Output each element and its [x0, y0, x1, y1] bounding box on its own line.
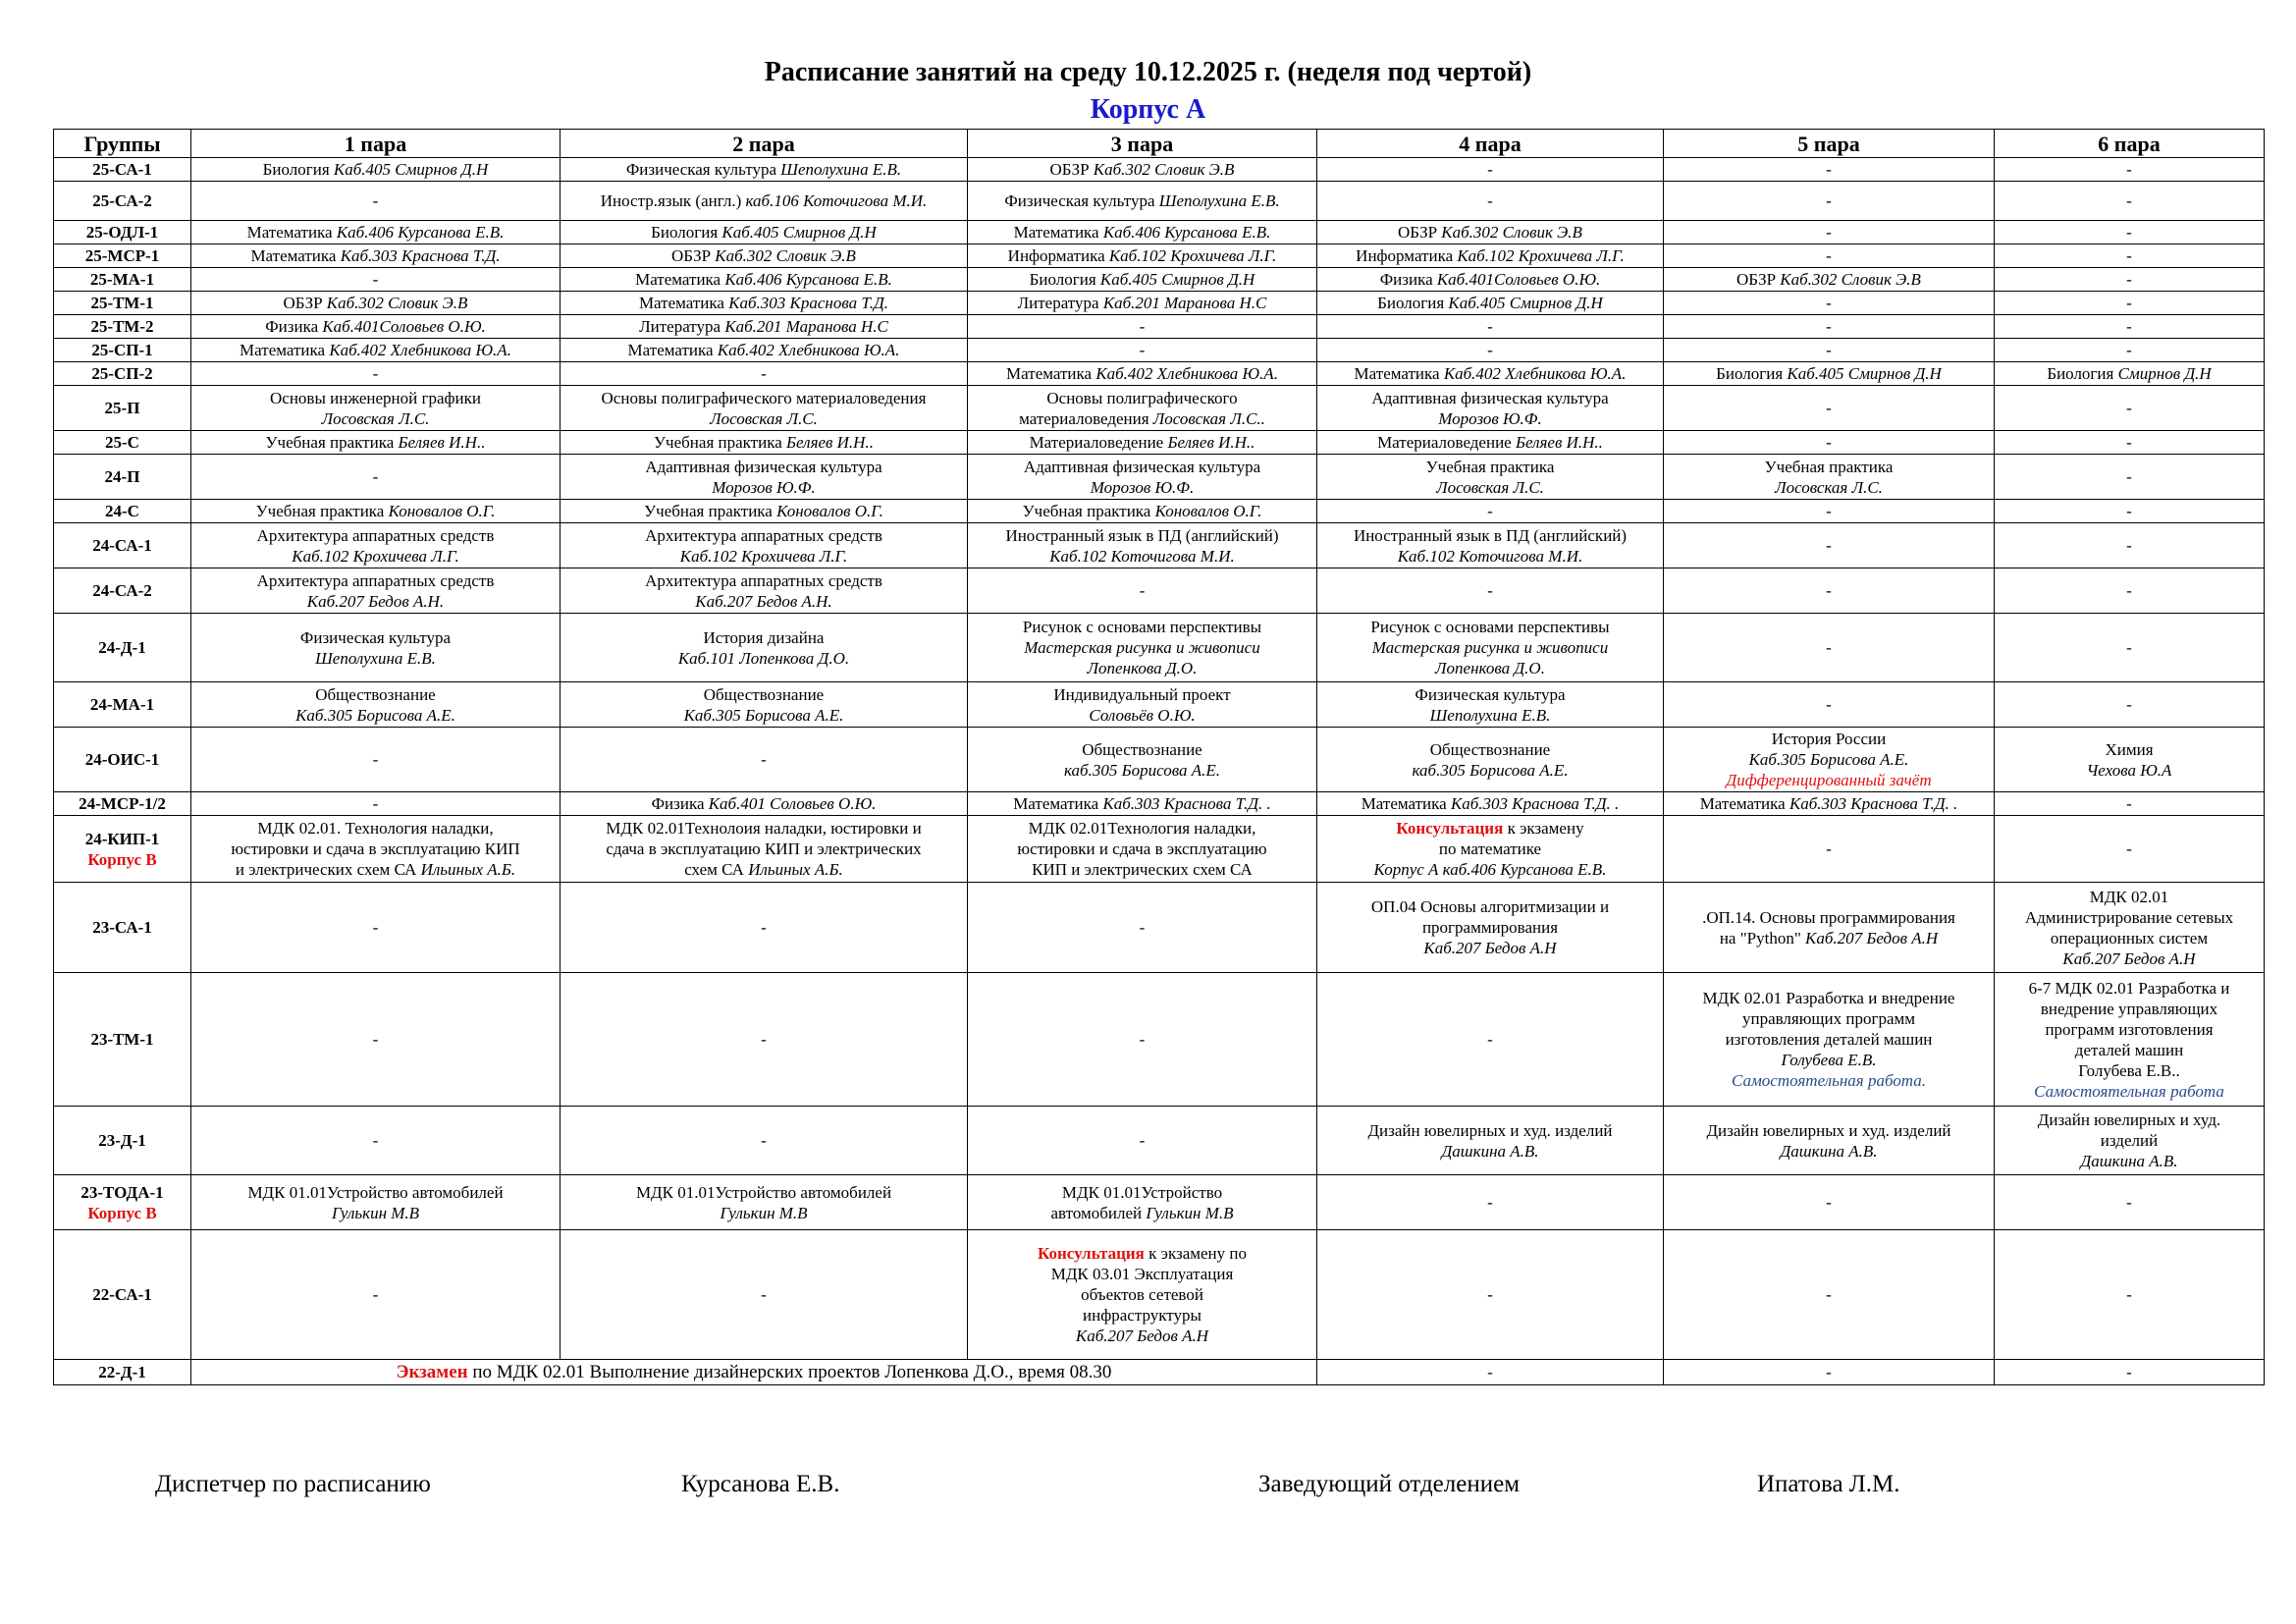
table-row	[54, 362, 2265, 386]
lesson-cell: МДК 01.01Устройство автомобилей Гулькин М.В	[191, 1175, 561, 1230]
empty-cell: -	[1664, 1360, 1995, 1385]
lesson-cell: Рисунок с основами перспективы Мастерская рисунка и живописи Лопенкова Д.О.	[1317, 614, 1664, 682]
page-title: Расписание занятий на среду 10.12.2025 г. (неделя под чертой)	[764, 57, 1532, 87]
group-cell: 25-ОДЛ-1	[54, 221, 191, 244]
empty-cell: -	[1664, 315, 1995, 339]
empty-cell: -	[1995, 315, 2265, 339]
group-cell: 24-ОИС-1	[54, 728, 191, 792]
group-cell: 23-ТОДА-1 Корпус В	[54, 1175, 191, 1230]
empty-cell: -	[1317, 973, 1664, 1107]
col-header-groups: Группы	[54, 130, 191, 158]
lesson-cell: Математика Каб.303 Краснова Т.Д. .	[968, 792, 1317, 816]
lesson-cell: Индивидуальный проект Соловьёв О.Ю.	[968, 682, 1317, 728]
group-cell: 24-СА-1	[54, 523, 191, 568]
empty-cell: -	[1664, 292, 1995, 315]
empty-cell: -	[1995, 500, 2265, 523]
table-row	[54, 568, 2265, 614]
group-cell: 25-ТМ-1	[54, 292, 191, 315]
group-cell: 24-МСР-1/2	[54, 792, 191, 816]
group-cell: 22-Д-1	[54, 1360, 191, 1385]
empty-cell: -	[1317, 182, 1664, 221]
lesson-cell: Биология Каб.405 Смирнов Д.Н	[1664, 362, 1995, 386]
empty-cell: -	[1317, 1360, 1664, 1385]
lesson-cell: Иностранный язык в ПД (английский) Каб.102 Коточигова М.И.	[968, 523, 1317, 568]
building-subtitle: Корпус А	[1090, 94, 1206, 125]
empty-cell: -	[1995, 614, 2265, 682]
empty-cell: -	[968, 883, 1317, 973]
col-header-pair-3: 3 пара	[968, 130, 1317, 158]
table-row	[54, 500, 2265, 523]
exam-label: Экзамен	[396, 1362, 468, 1382]
lesson-cell: Архитектура аппаратных средств Каб.102 Крохичева Л.Г.	[561, 523, 968, 568]
lesson-cell: Биология Каб.405 Смирнов Д.Н	[191, 158, 561, 182]
table-row	[54, 728, 2265, 792]
group-cell: 25-С	[54, 431, 191, 455]
col-header-pair-4: 4 пара	[1317, 130, 1664, 158]
empty-cell: -	[1995, 523, 2265, 568]
empty-cell: -	[1995, 1175, 2265, 1230]
empty-cell: -	[1664, 1230, 1995, 1360]
lesson-cell: Дизайн ювелирных и худ. изделий Дашкина А.В.	[1317, 1107, 1664, 1175]
empty-cell: -	[1995, 682, 2265, 728]
dispatcher-name: Курсанова Е.В.	[681, 1471, 840, 1497]
lesson-cell: ОБЗР Каб.302 Словик Э.В	[1664, 268, 1995, 292]
lesson-cell: Рисунок с основами перспективы Мастерская рисунка и живописи Лопенкова Д.О.	[968, 614, 1317, 682]
empty-cell: -	[1995, 1360, 2265, 1385]
lesson-cell: Математика Каб.402 Хлебникова Ю.А.	[561, 339, 968, 362]
table-row	[54, 221, 2265, 244]
lesson-cell: Учебная практика Беляев И.Н..	[191, 431, 561, 455]
self-study-note: Самостоятельная работа.	[1732, 1071, 1926, 1090]
lesson-cell: ОБЗР Каб.302 Словик Э.В	[1317, 221, 1664, 244]
lesson-cell: ОП.04 Основы алгоритмизации и программирования Каб.207 Бедов А.Н	[1317, 883, 1664, 973]
lesson-cell: МДК 02.01Технолоия наладки, юстировки и сдача в эксплуатацию КИП и электрических схем СА Ильиных А.Б.	[561, 816, 968, 883]
col-header-pair-1: 1 пара	[191, 130, 561, 158]
table-row	[54, 682, 2265, 728]
lesson-cell: Физическая культура Шеполухина Е.В.	[968, 182, 1317, 221]
lesson-cell: Адаптивная физическая культура Морозов Ю.Ф.	[1317, 386, 1664, 431]
lesson-cell: Математика Каб.402 Хлебникова Ю.А.	[191, 339, 561, 362]
group-cell: 25-СП-2	[54, 362, 191, 386]
col-header-pair-6: 6 пара	[1995, 130, 2265, 158]
group-cell: 25-СА-2	[54, 182, 191, 221]
lesson-cell: Литература Каб.201 Маранова Н.С	[968, 292, 1317, 315]
lesson-cell: Математика Каб.406 Курсанова Е.В.	[561, 268, 968, 292]
table-row	[54, 614, 2265, 682]
lesson-cell: Математика Каб.303 Краснова Т.Д.	[191, 244, 561, 268]
table-row	[54, 523, 2265, 568]
lesson-cell: Учебная практика Лосовская Л.С.	[1317, 455, 1664, 500]
corpus-b-label: Корпус В	[87, 1203, 157, 1222]
empty-cell: -	[1995, 244, 2265, 268]
empty-cell: -	[1995, 816, 2265, 883]
head-name: Ипатова Л.М.	[1757, 1471, 1900, 1497]
group-cell: 24-МА-1	[54, 682, 191, 728]
table-row	[54, 244, 2265, 268]
empty-cell: -	[1995, 339, 2265, 362]
lesson-cell: ОБЗР Каб.302 Словик Э.В	[191, 292, 561, 315]
empty-cell: -	[561, 362, 968, 386]
empty-cell: -	[1664, 182, 1995, 221]
lesson-cell: МДК 02.01. Технология наладки, юстировки и сдача в эксплуатацию КИП и электрических схем СА Ильиных А.Б.	[191, 816, 561, 883]
empty-cell: -	[1995, 568, 2265, 614]
empty-cell: -	[968, 315, 1317, 339]
empty-cell: -	[191, 1107, 561, 1175]
empty-cell: -	[1995, 792, 2265, 816]
empty-cell: -	[191, 883, 561, 973]
lesson-cell: Физическая культура Шеполухина Е.В.	[561, 158, 968, 182]
empty-cell: -	[191, 728, 561, 792]
empty-cell: -	[191, 362, 561, 386]
lesson-cell: Основы инженерной графики Лосовская Л.С.	[191, 386, 561, 431]
lesson-cell: Иностр.язык (англ.) каб.106 Коточигова М.И.	[561, 182, 968, 221]
empty-cell: -	[191, 1230, 561, 1360]
group-cell: 23-Д-1	[54, 1107, 191, 1175]
group-cell: 23-СА-1	[54, 883, 191, 973]
empty-cell: -	[1664, 221, 1995, 244]
lesson-cell: Консультация к экзамену по МДК 03.01 Эксплуатация объектов сетевой инфраструктуры Каб.207 Бедов А.Н	[968, 1230, 1317, 1360]
lesson-cell: Дизайн ювелирных и худ. изделий Дашкина А.В.	[1995, 1107, 2265, 1175]
table-row	[54, 1175, 2265, 1230]
group-cell: 25-СА-1	[54, 158, 191, 182]
empty-cell: -	[1317, 1175, 1664, 1230]
lesson-cell: Информатика Каб.102 Крохичева Л.Г.	[1317, 244, 1664, 268]
empty-cell: -	[1317, 568, 1664, 614]
empty-cell: -	[1995, 431, 2265, 455]
lesson-cell: Физическая культура Шеполухина Е.В.	[1317, 682, 1664, 728]
lesson-cell: МДК 01.01Устройство автомобилей Гулькин М.В	[561, 1175, 968, 1230]
lesson-cell: Биология Каб.405 Смирнов Д.Н	[1317, 292, 1664, 315]
lesson-cell: Биология Смирнов Д.Н	[1995, 362, 2265, 386]
lesson-cell: Математика Каб.406 Курсанова Е.В.	[191, 221, 561, 244]
group-cell: 25-П	[54, 386, 191, 431]
empty-cell: -	[968, 973, 1317, 1107]
lesson-cell: ОБЗР Каб.302 Словик Э.В	[561, 244, 968, 268]
lesson-cell: Физика Каб.401Соловьев О.Ю.	[191, 315, 561, 339]
lesson-cell: Учебная практика Коновалов О.Г.	[191, 500, 561, 523]
empty-cell: -	[1317, 158, 1664, 182]
empty-cell: -	[1995, 386, 2265, 431]
lesson-cell: Архитектура аппаратных средств Каб.207 Бедов А.Н.	[561, 568, 968, 614]
table-row	[54, 431, 2265, 455]
table-row	[54, 386, 2265, 431]
lesson-cell: ОБЗР Каб.302 Словик Э.В	[968, 158, 1317, 182]
empty-cell: -	[561, 728, 968, 792]
empty-cell: -	[191, 182, 561, 221]
table-row	[54, 1230, 2265, 1360]
lesson-cell: Математика Каб.303 Краснова Т.Д. .	[1664, 792, 1995, 816]
table-row	[54, 455, 2265, 500]
lesson-cell: История России Каб.305 Борисова А.Е. Дифференцированный зачёт	[1664, 728, 1995, 792]
empty-cell: -	[1995, 1230, 2265, 1360]
lesson-cell: .ОП.14. Основы программирования на "Python" Каб.207 Бедов А.Н	[1664, 883, 1995, 973]
lesson-cell: Физика Каб.401 Соловьев О.Ю.	[561, 792, 968, 816]
empty-cell: -	[1995, 221, 2265, 244]
lesson-cell: 6-7 МДК 02.01 Разработка и внедрение управляющих программ изготовления деталей машин Голубева Е.В.. Самостоятельная работа	[1995, 973, 2265, 1107]
empty-cell: -	[1995, 268, 2265, 292]
lesson-cell: История дизайна Каб.101 Лопенкова Д.О.	[561, 614, 968, 682]
empty-cell: -	[1664, 339, 1995, 362]
lesson-cell: Консультация к экзамену по математике Корпус А каб.406 Курсанова Е.В.	[1317, 816, 1664, 883]
empty-cell: -	[968, 568, 1317, 614]
lesson-cell: Основы полиграфического материаловедения Лосовская Л.С..	[968, 386, 1317, 431]
lesson-cell: Основы полиграфического материаловедения Лосовская Л.С.	[561, 386, 968, 431]
lesson-cell: Иностранный язык в ПД (английский) Каб.102 Коточигова М.И.	[1317, 523, 1664, 568]
empty-cell: -	[1664, 244, 1995, 268]
lesson-cell: Учебная практика Беляев И.Н..	[561, 431, 968, 455]
lesson-cell: Обществознание каб.305 Борисова А.Е.	[968, 728, 1317, 792]
table-row	[54, 315, 2265, 339]
empty-cell: -	[1664, 431, 1995, 455]
empty-cell: -	[1664, 568, 1995, 614]
empty-cell: -	[191, 792, 561, 816]
lesson-cell: Математика Каб.303 Краснова Т.Д.	[561, 292, 968, 315]
group-cell: 23-ТМ-1	[54, 973, 191, 1107]
table-row	[54, 973, 2265, 1107]
empty-cell: -	[191, 268, 561, 292]
lesson-cell: Математика Каб.402 Хлебникова Ю.А.	[968, 362, 1317, 386]
empty-cell: -	[1664, 386, 1995, 431]
empty-cell: -	[1664, 158, 1995, 182]
self-study-note: Самостоятельная работа	[2034, 1081, 2224, 1101]
lesson-cell: Обществознание Каб.305 Борисова А.Е.	[191, 682, 561, 728]
group-cell: 25-МА-1	[54, 268, 191, 292]
lesson-cell: Биология Каб.405 Смирнов Д.Н	[561, 221, 968, 244]
lesson-cell: Архитектура аппаратных средств Каб.207 Бедов А.Н.	[191, 568, 561, 614]
consultation-label: Консультация	[1037, 1244, 1145, 1263]
table-row	[54, 292, 2265, 315]
lesson-cell: Информатика Каб.102 Крохичева Л.Г.	[968, 244, 1317, 268]
table-row	[54, 339, 2265, 362]
empty-cell: -	[1317, 315, 1664, 339]
group-cell: 25-МСР-1	[54, 244, 191, 268]
empty-cell: -	[561, 1230, 968, 1360]
group-cell: 24-Д-1	[54, 614, 191, 682]
head-label: Заведующий отделением	[1258, 1471, 1521, 1497]
table-row	[54, 158, 2265, 182]
lesson-cell: Математика Каб.303 Краснова Т.Д. .	[1317, 792, 1664, 816]
empty-cell: -	[1317, 1230, 1664, 1360]
exam-cell: Экзамен по МДК 02.01 Выполнение дизайнерских проектов Лопенкова Д.О., время 08.30	[191, 1360, 1317, 1385]
schedule-table	[53, 129, 2265, 1385]
lesson-cell: Физическая культура Шеполухина Е.В.	[191, 614, 561, 682]
table-row	[54, 1107, 2265, 1175]
group-cell: 25-СП-1	[54, 339, 191, 362]
empty-cell: -	[1317, 500, 1664, 523]
table-row	[54, 883, 2265, 973]
empty-cell: -	[968, 1107, 1317, 1175]
group-cell: 24-КИП-1 Корпус В	[54, 816, 191, 883]
lesson-cell: Математика Каб.402 Хлебникова Ю.А.	[1317, 362, 1664, 386]
empty-cell: -	[561, 973, 968, 1107]
group-cell: 24-П	[54, 455, 191, 500]
lesson-cell: МДК 02.01Технология наладки, юстировки и сдача в эксплуатацию КИП и электрических схем СА	[968, 816, 1317, 883]
lesson-cell: Биология Каб.405 Смирнов Д.Н	[968, 268, 1317, 292]
empty-cell: -	[1995, 158, 2265, 182]
lesson-cell: Литература Каб.201 Маранова Н.С	[561, 315, 968, 339]
lesson-cell: Адаптивная физическая культура Морозов Ю.Ф.	[561, 455, 968, 500]
lesson-cell: Материаловедение Беляев И.Н..	[968, 431, 1317, 455]
empty-cell: -	[1995, 455, 2265, 500]
lesson-cell: Обществознание Каб.305 Борисова А.Е.	[561, 682, 968, 728]
lesson-cell: МДК 02.01 Разработка и внедрение управляющих программ изготовления деталей машин Голубева Е.В. Самостоятельная работа.	[1664, 973, 1995, 1107]
empty-cell: -	[1317, 339, 1664, 362]
col-header-pair-5: 5 пара	[1664, 130, 1995, 158]
lesson-cell: Учебная практика Лосовская Л.С.	[1664, 455, 1995, 500]
lesson-cell: Обществознание каб.305 Борисова А.Е.	[1317, 728, 1664, 792]
lesson-cell: Физика Каб.401Соловьев О.Ю.	[1317, 268, 1664, 292]
col-header-pair-2: 2 пара	[561, 130, 968, 158]
consultation-label: Консультация	[1396, 819, 1504, 838]
empty-cell: -	[968, 339, 1317, 362]
empty-cell: -	[1664, 500, 1995, 523]
differentiated-credit-note: Дифференцированный зачёт	[1726, 771, 1932, 789]
table-row	[54, 182, 2265, 221]
empty-cell: -	[191, 973, 561, 1107]
table-row	[54, 268, 2265, 292]
header-row	[54, 130, 2265, 158]
empty-cell: -	[1995, 292, 2265, 315]
empty-cell: -	[1664, 816, 1995, 883]
lesson-cell: МДК 02.01 Администрирование сетевых операционных систем Каб.207 Бедов А.Н	[1995, 883, 2265, 973]
table-row	[54, 816, 2265, 883]
table-row	[54, 792, 2265, 816]
empty-cell: -	[561, 883, 968, 973]
empty-cell: -	[191, 455, 561, 500]
lesson-cell: Дизайн ювелирных и худ. изделий Дашкина А.В.	[1664, 1107, 1995, 1175]
dispatcher-label: Диспетчер по расписанию	[155, 1471, 431, 1497]
lesson-cell: Материаловедение Беляев И.Н..	[1317, 431, 1664, 455]
group-cell: 22-СА-1	[54, 1230, 191, 1360]
group-cell: 25-ТМ-2	[54, 315, 191, 339]
lesson-cell: Учебная практика Коновалов О.Г.	[968, 500, 1317, 523]
empty-cell: -	[1664, 523, 1995, 568]
lesson-cell: Архитектура аппаратных средств Каб.102 Крохичева Л.Г.	[191, 523, 561, 568]
group-cell: 24-С	[54, 500, 191, 523]
empty-cell: -	[1995, 182, 2265, 221]
lesson-cell: Химия Чехова Ю.А	[1995, 728, 2265, 792]
corpus-b-label: Корпус В	[87, 849, 157, 869]
empty-cell: -	[561, 1107, 968, 1175]
empty-cell: -	[1664, 682, 1995, 728]
empty-cell: -	[1664, 1175, 1995, 1230]
group-cell: 24-СА-2	[54, 568, 191, 614]
empty-cell: -	[1664, 614, 1995, 682]
lesson-cell: Учебная практика Коновалов О.Г.	[561, 500, 968, 523]
lesson-cell: Адаптивная физическая культура Морозов Ю.Ф.	[968, 455, 1317, 500]
table-row	[54, 1360, 2265, 1385]
lesson-cell: Математика Каб.406 Курсанова Е.В.	[968, 221, 1317, 244]
lesson-cell: МДК 01.01Устройство автомобилей Гулькин М.В	[968, 1175, 1317, 1230]
